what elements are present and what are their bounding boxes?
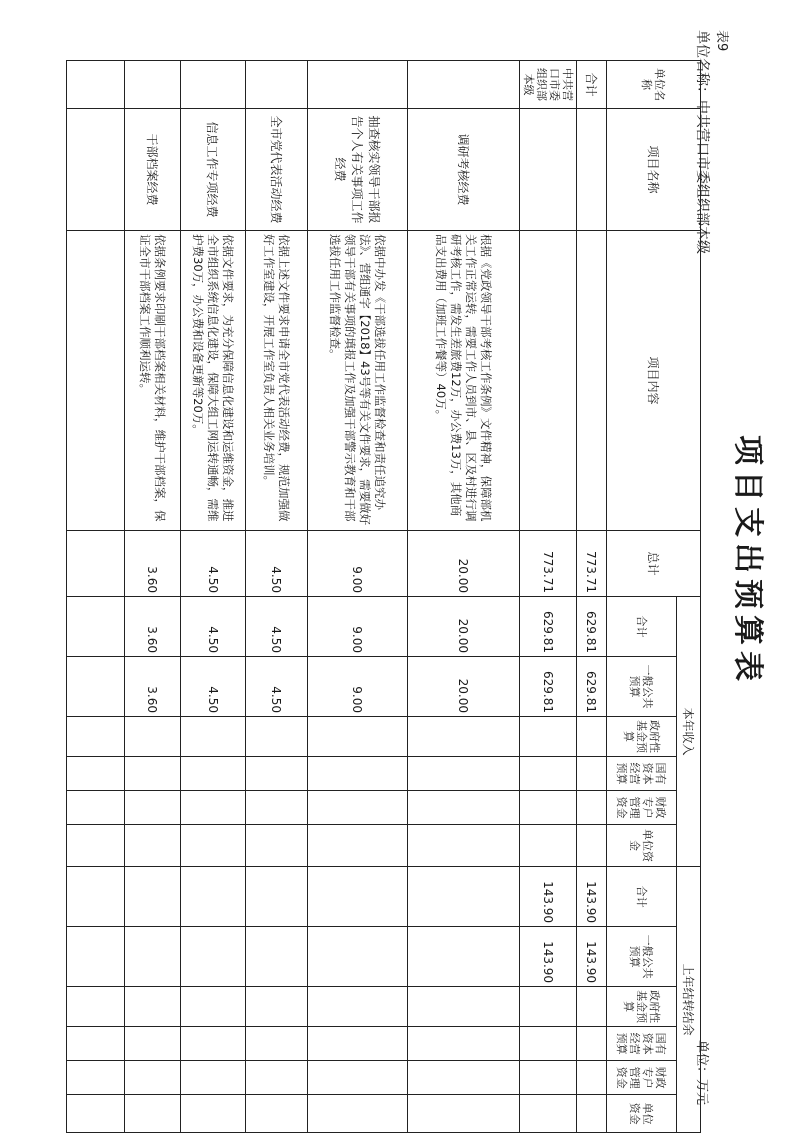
- cell-carry-fiscal: [408, 1061, 520, 1095]
- header-cur-state: 国有资本经营预算: [607, 757, 677, 791]
- cell-cur-unit: [181, 825, 246, 867]
- cell-content: [520, 231, 577, 531]
- cell-carry-state: [125, 1027, 181, 1061]
- cell-content: [67, 231, 125, 531]
- cell-carry-unit: [577, 1095, 607, 1133]
- cell-carry-unit: [67, 1095, 125, 1133]
- cell-total: 9.00: [308, 531, 408, 597]
- cell-cur-general: 4.50: [181, 657, 246, 717]
- cell-total: 3.60: [125, 531, 181, 597]
- cell-carry-fund: [125, 987, 181, 1027]
- cell-carry-fiscal: [577, 1061, 607, 1095]
- budget-table: [66, 60, 701, 1133]
- cell-cur-general: 4.50: [246, 657, 308, 717]
- cell-carry-total: [408, 867, 520, 927]
- cell-carry-state: [67, 1027, 125, 1061]
- cell-cur-fund: [577, 717, 607, 757]
- header-total: 总计: [607, 531, 701, 597]
- cell-content: [577, 231, 607, 531]
- cell-unit: 中共营口市委组织部本级: [520, 61, 577, 109]
- cell-cur-fund: [520, 717, 577, 757]
- unit-name: 单位名称：中共营口市委组织部本级: [694, 30, 710, 254]
- cell-carry-fund: [181, 987, 246, 1027]
- cell-content: 依据文件要求，为充分保障信息化建设和运维资金，推进全市组织系统信息化建设，保障大组工网运转通畅，需维护费30万，办公费和设备更新等20万。: [181, 231, 246, 531]
- cell-unit: [408, 61, 520, 109]
- cell-cur-total: 9.00: [308, 597, 408, 657]
- cell-carry-general: [308, 927, 408, 987]
- cell-carry-fiscal: [308, 1061, 408, 1095]
- cell-carry-fiscal: [125, 1061, 181, 1095]
- cell-carry-fiscal: [520, 1061, 577, 1095]
- cell-unit: [246, 61, 308, 109]
- cell-cur-fiscal: [308, 791, 408, 825]
- cell-content: 依据中办发《干部选拔任用工作监督检查和责任追究办法》、营组通字【2018】43号等有关文件要求，需要做好领导干部有关事项的填报工作及加强干部警示教育和干部选拔任用工作监督检查。: [308, 231, 408, 531]
- cell-carry-general: 143.90: [520, 927, 577, 987]
- header-carry-state: 国有资本经营预算: [607, 1027, 677, 1061]
- header-carryover: 上年结转结余: [677, 867, 701, 1133]
- cell-cur-total: 20.00: [408, 597, 520, 657]
- header-project-content: 项目内容: [607, 231, 701, 531]
- cell-carry-general: [408, 927, 520, 987]
- cell-cur-unit: [308, 825, 408, 867]
- cell-cur-fund: [125, 717, 181, 757]
- table-row: [408, 61, 520, 1133]
- cell-carry-general: [125, 927, 181, 987]
- cell-carry-fund: [408, 987, 520, 1027]
- cell-carry-general: 143.90: [577, 927, 607, 987]
- cell-carry-state: [577, 1027, 607, 1061]
- cell-carry-fund: [67, 987, 125, 1027]
- cell-name: [67, 109, 125, 231]
- cell-cur-state: [308, 757, 408, 791]
- cell-cur-fund: [308, 717, 408, 757]
- cell-carry-state: [246, 1027, 308, 1061]
- cell-carry-fiscal: [181, 1061, 246, 1095]
- cell-total: [67, 531, 125, 597]
- cell-cur-general: 629.81: [577, 657, 607, 717]
- cell-carry-state: [181, 1027, 246, 1061]
- cell-cur-total: [67, 597, 125, 657]
- cell-cur-fiscal: [125, 791, 181, 825]
- cell-content: 根据《党政领导干部考核工作条例》文件精神，保障部机关工作正常运转，需要工作人员到市、县、区及村进行调研考核工作，需发生差旅费12万，办公费13万，其他商品支出费用（加班工作餐等）40万。: [408, 231, 520, 531]
- cell-cur-fiscal: [181, 791, 246, 825]
- cell-total: 4.50: [246, 531, 308, 597]
- cell-cur-state: [181, 757, 246, 791]
- cell-cur-fund: [408, 717, 520, 757]
- header-carry-fund: 政府性基金预算: [607, 987, 677, 1027]
- cell-carry-total: [181, 867, 246, 927]
- table-row: [520, 61, 577, 1133]
- cell-carry-general: [67, 927, 125, 987]
- cell-carry-unit: [246, 1095, 308, 1133]
- cell-name: 信息工作专项经费: [181, 109, 246, 231]
- cell-carry-state: [408, 1027, 520, 1061]
- cell-carry-total: [308, 867, 408, 927]
- cell-cur-total: 629.81: [520, 597, 577, 657]
- header-cur-fund: 政府性基金预算: [607, 717, 677, 757]
- cell-name: 干部档案经费: [125, 109, 181, 231]
- table-number: 表9: [714, 30, 729, 52]
- cell-cur-total: 629.81: [577, 597, 607, 657]
- cell-content: 依据上述文件要求申请全市党代表活动经费，规范加强做好工作室建设，开展工作室负责人相关业务培训。: [246, 231, 308, 531]
- cell-cur-fiscal: [577, 791, 607, 825]
- cell-cur-fiscal: [408, 791, 520, 825]
- cell-carry-unit: [408, 1095, 520, 1133]
- header-carry-subtotal: 合计: [607, 867, 677, 927]
- cell-unit: [181, 61, 246, 109]
- header-cur-unit: 单位资金: [607, 825, 677, 867]
- header-carry-general: 一般公共预算: [607, 927, 677, 987]
- cell-unit: [125, 61, 181, 109]
- cell-unit: [308, 61, 408, 109]
- cell-carry-total: 143.90: [520, 867, 577, 927]
- unit-label: 单位：万元: [694, 1040, 709, 1106]
- cell-cur-fund: [246, 717, 308, 757]
- header-current-year: 本年收入: [677, 597, 701, 867]
- cell-carry-fiscal: [67, 1061, 125, 1095]
- cell-carry-unit: [308, 1095, 408, 1133]
- cell-cur-total: 4.50: [181, 597, 246, 657]
- cell-cur-unit: [577, 825, 607, 867]
- header-cur-subtotal: 合计: [607, 597, 677, 657]
- table-row: [125, 61, 181, 1133]
- cell-cur-state: [246, 757, 308, 791]
- cell-total: 20.00: [408, 531, 520, 597]
- table-row: [181, 61, 246, 1133]
- cell-cur-fiscal: [246, 791, 308, 825]
- cell-cur-unit: [520, 825, 577, 867]
- cell-carry-total: [125, 867, 181, 927]
- cell-carry-unit: [181, 1095, 246, 1133]
- cell-name: 抽查核实领导干部报告个人有关事项工作经费: [308, 109, 408, 231]
- cell-cur-general: 3.60: [125, 657, 181, 717]
- cell-unit: [67, 61, 125, 109]
- header-project-name: 项目名称: [607, 109, 701, 231]
- header-cur-general: 一般公共预算: [607, 657, 677, 717]
- cell-cur-state: [67, 757, 125, 791]
- cell-total: 4.50: [181, 531, 246, 597]
- cell-total: 773.71: [577, 531, 607, 597]
- cell-carry-state: [520, 1027, 577, 1061]
- cell-cur-unit: [408, 825, 520, 867]
- cell-cur-total: 3.60: [125, 597, 181, 657]
- table-header: [607, 61, 701, 1133]
- cell-cur-general: 9.00: [308, 657, 408, 717]
- cell-cur-unit: [67, 825, 125, 867]
- cell-cur-fund: [67, 717, 125, 757]
- cell-carry-fund: [577, 987, 607, 1027]
- cell-cur-state: [520, 757, 577, 791]
- cell-total: 773.71: [520, 531, 577, 597]
- cell-name: [520, 109, 577, 231]
- header-carry-fiscal: 财政专户管理资金: [607, 1061, 677, 1095]
- cell-unit: 合计: [577, 61, 607, 109]
- cell-cur-unit: [125, 825, 181, 867]
- cell-carry-general: [246, 927, 308, 987]
- cell-carry-unit: [125, 1095, 181, 1133]
- cell-carry-total: [67, 867, 125, 927]
- cell-carry-total: 143.90: [577, 867, 607, 927]
- cell-content: 依据条例要求印刷干部档案相关材料，维护干部档案，保证全市干部档案工作顺利运转。: [125, 231, 181, 531]
- page-title: 项目支出预算表: [730, 435, 765, 687]
- cell-name: 全市党代表活动经费: [246, 109, 308, 231]
- cell-cur-state: [125, 757, 181, 791]
- table-row: [67, 61, 125, 1133]
- cell-cur-unit: [246, 825, 308, 867]
- cell-carry-unit: [520, 1095, 577, 1133]
- cell-cur-general: [67, 657, 125, 717]
- header-cur-fiscal: 财政专户管理资金: [607, 791, 677, 825]
- cell-cur-state: [577, 757, 607, 791]
- table-row: [308, 61, 408, 1133]
- cell-carry-fund: [308, 987, 408, 1027]
- cell-carry-fiscal: [246, 1061, 308, 1095]
- cell-name: 调研考核经费: [408, 109, 520, 231]
- cell-cur-general: 20.00: [408, 657, 520, 717]
- cell-carry-state: [308, 1027, 408, 1061]
- cell-cur-fiscal: [67, 791, 125, 825]
- header-carry-unit: 单位资金: [607, 1095, 677, 1133]
- cell-carry-general: [181, 927, 246, 987]
- table-row: [577, 61, 607, 1133]
- cell-name: [577, 109, 607, 231]
- cell-cur-fund: [181, 717, 246, 757]
- cell-cur-fiscal: [520, 791, 577, 825]
- cell-carry-total: [246, 867, 308, 927]
- cell-carry-fund: [520, 987, 577, 1027]
- header-unit: 单位名称: [607, 61, 701, 109]
- cell-cur-state: [408, 757, 520, 791]
- table-body: [67, 61, 607, 1133]
- cell-carry-fund: [246, 987, 308, 1027]
- cell-cur-general: 629.81: [520, 657, 577, 717]
- table-row: [246, 61, 308, 1133]
- cell-cur-total: 4.50: [246, 597, 308, 657]
